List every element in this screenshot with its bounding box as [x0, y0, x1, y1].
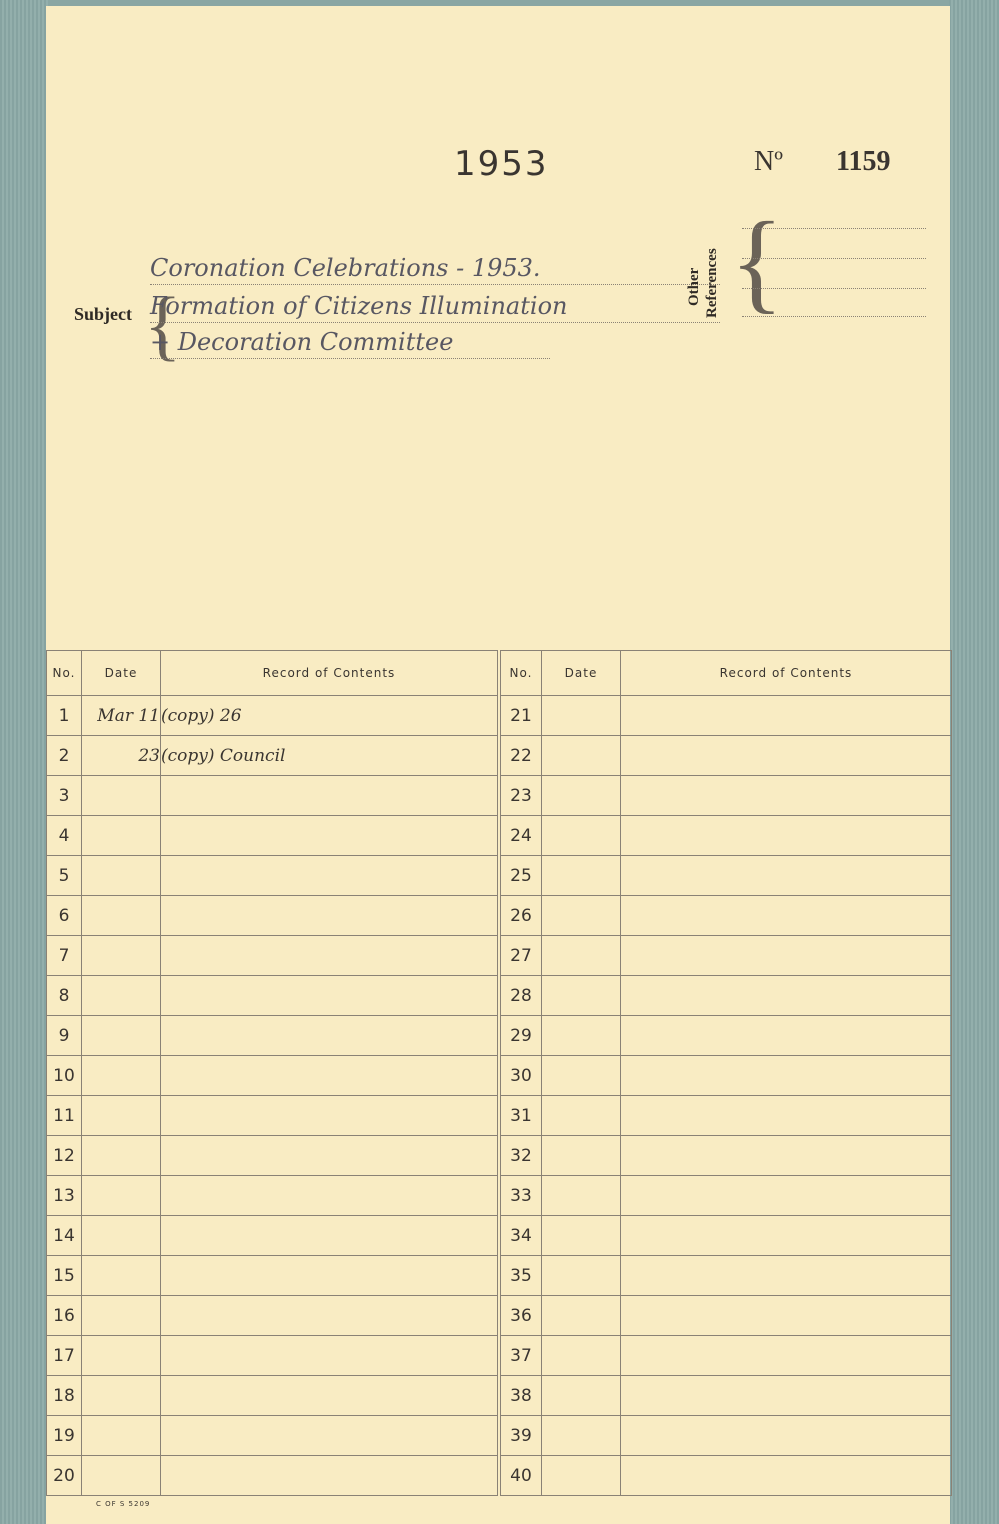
- row-number: 24: [501, 816, 542, 856]
- entry-date: [542, 1176, 621, 1216]
- entry-contents: [161, 1136, 498, 1176]
- row-number: 39: [501, 1416, 542, 1456]
- entry-contents: [161, 1096, 498, 1136]
- reference-line: [742, 316, 926, 317]
- year: 1953: [454, 144, 549, 184]
- row-number: 26: [501, 896, 542, 936]
- row-number: 40: [501, 1456, 542, 1496]
- form-code: C OF S 5209: [96, 1500, 151, 1508]
- entry-date: [542, 816, 621, 856]
- binding-right: [949, 0, 999, 1524]
- entry-date: [82, 896, 161, 936]
- row-number: 10: [47, 1056, 82, 1096]
- entry-contents: [621, 936, 952, 976]
- reference-line: [742, 258, 926, 259]
- table-row: [47, 1336, 952, 1376]
- row-number: 7: [47, 936, 82, 976]
- entry-contents: [621, 1176, 952, 1216]
- row-number: 29: [501, 1016, 542, 1056]
- entry-contents: [621, 1296, 952, 1336]
- entry-contents: [161, 1416, 498, 1456]
- row-number: 25: [501, 856, 542, 896]
- table-row: [47, 1096, 952, 1136]
- entry-contents: [621, 1096, 952, 1136]
- entry-date: [542, 1216, 621, 1256]
- entry-date: [82, 1256, 161, 1296]
- number-label: Nº: [754, 146, 783, 177]
- entry-contents: [161, 1216, 498, 1256]
- table-row: [47, 816, 952, 856]
- entry-contents: [161, 1016, 498, 1056]
- col-contents: Record of Contents: [161, 651, 498, 696]
- row-number: 37: [501, 1336, 542, 1376]
- row-number: 6: [47, 896, 82, 936]
- entry-date: [542, 1376, 621, 1416]
- row-number: 17: [47, 1336, 82, 1376]
- table-row: [47, 776, 952, 816]
- entry-contents: [621, 1216, 952, 1256]
- entry-date: [542, 696, 621, 736]
- entry-date: [82, 1016, 161, 1056]
- table-header-row: [47, 651, 952, 696]
- contents-table: [46, 650, 952, 1496]
- row-number: 18: [47, 1376, 82, 1416]
- entry-contents: [621, 1056, 952, 1096]
- entry-contents: [621, 696, 952, 736]
- subject-line-2: Formation of Citizens Illumination: [150, 292, 720, 323]
- entry-date: [82, 776, 161, 816]
- entry-contents: [161, 1056, 498, 1096]
- row-number: 20: [47, 1456, 82, 1496]
- row-number: 28: [501, 976, 542, 1016]
- row-number: 27: [501, 936, 542, 976]
- entry-contents: [161, 936, 498, 976]
- table-row: [47, 1296, 952, 1336]
- entry-date: [82, 816, 161, 856]
- col-no: No.: [47, 651, 82, 696]
- entry-contents: (copy) Council: [161, 736, 498, 776]
- entry-contents: (copy) 26: [161, 696, 498, 736]
- table-row: [47, 1256, 952, 1296]
- entry-contents: [161, 1336, 498, 1376]
- row-number: 38: [501, 1376, 542, 1416]
- entry-date: [82, 936, 161, 976]
- entry-contents: [621, 1336, 952, 1376]
- table-row: [47, 1376, 952, 1416]
- entry-date: [82, 856, 161, 896]
- entry-date: [82, 1056, 161, 1096]
- entry-date: [542, 1136, 621, 1176]
- table-row: [47, 736, 952, 776]
- reference-line: [742, 228, 926, 229]
- entry-date: [82, 1336, 161, 1376]
- entry-contents: [621, 1016, 952, 1056]
- entry-date: [542, 1016, 621, 1056]
- table-row: [47, 1416, 952, 1456]
- entry-date: [542, 976, 621, 1016]
- references-brace: {: [730, 200, 784, 324]
- entry-contents: [161, 1456, 498, 1496]
- entry-date: [82, 1136, 161, 1176]
- entry-date: [542, 1416, 621, 1456]
- entry-contents: [621, 776, 952, 816]
- row-number: 33: [501, 1176, 542, 1216]
- entry-date: [542, 1056, 621, 1096]
- row-number: 16: [47, 1296, 82, 1336]
- entry-contents: [621, 1456, 952, 1496]
- row-number: 2: [47, 736, 82, 776]
- table-row: [47, 1016, 952, 1056]
- row-number: 12: [47, 1136, 82, 1176]
- file-cover: [46, 6, 950, 1524]
- entry-contents: [161, 976, 498, 1016]
- subject-label: Subject: [74, 304, 132, 324]
- entry-contents: [161, 1296, 498, 1336]
- row-number: 35: [501, 1256, 542, 1296]
- entry-contents: [621, 1376, 952, 1416]
- row-number: 23: [501, 776, 542, 816]
- row-number: 13: [47, 1176, 82, 1216]
- entry-date: [542, 896, 621, 936]
- row-number: 4: [47, 816, 82, 856]
- other-references-label: Other References: [686, 248, 720, 318]
- row-number: 1: [47, 696, 82, 736]
- row-number: 3: [47, 776, 82, 816]
- binding-left: [0, 0, 48, 1524]
- subject-line-1: Coronation Celebrations - 1953.: [150, 254, 720, 285]
- entry-contents: [161, 776, 498, 816]
- row-number: 21: [501, 696, 542, 736]
- entry-date: [82, 976, 161, 1016]
- row-number: 19: [47, 1416, 82, 1456]
- row-number: 11: [47, 1096, 82, 1136]
- entry-date: [542, 1336, 621, 1376]
- entry-contents: [161, 1376, 498, 1416]
- entry-contents: [621, 976, 952, 1016]
- subject-brace: {: [144, 281, 182, 368]
- row-number: 34: [501, 1216, 542, 1256]
- table-row: [47, 1216, 952, 1256]
- table-row: [47, 1056, 952, 1096]
- row-number: 9: [47, 1016, 82, 1056]
- entry-date: [542, 856, 621, 896]
- table-row: [47, 1176, 952, 1216]
- col-contents: Record of Contents: [621, 651, 952, 696]
- row-number: 5: [47, 856, 82, 896]
- col-date: Date: [82, 651, 161, 696]
- row-number: 32: [501, 1136, 542, 1176]
- entry-contents: [621, 816, 952, 856]
- entry-date: [542, 1456, 621, 1496]
- entry-date: [82, 1456, 161, 1496]
- entry-date: [542, 1096, 621, 1136]
- entry-contents: [621, 896, 952, 936]
- entry-date: Mar 11: [82, 696, 161, 736]
- col-date: Date: [542, 651, 621, 696]
- row-number: 14: [47, 1216, 82, 1256]
- entry-contents: [161, 896, 498, 936]
- entry-date: [542, 1296, 621, 1336]
- entry-contents: [161, 816, 498, 856]
- entry-contents: [621, 1416, 952, 1456]
- entry-contents: [621, 736, 952, 776]
- row-number: 31: [501, 1096, 542, 1136]
- table-row: [47, 856, 952, 896]
- row-number: 15: [47, 1256, 82, 1296]
- reference-line: [742, 288, 926, 289]
- row-number: 22: [501, 736, 542, 776]
- table-row: [47, 976, 952, 1016]
- col-no: No.: [501, 651, 542, 696]
- row-number: 36: [501, 1296, 542, 1336]
- table-row: [47, 936, 952, 976]
- entry-date: [542, 776, 621, 816]
- entry-date: [82, 1376, 161, 1416]
- file-number: 1159: [836, 146, 891, 177]
- entry-contents: [161, 1256, 498, 1296]
- entry-contents: [621, 856, 952, 896]
- table-row: [47, 896, 952, 936]
- entry-contents: [621, 1136, 952, 1176]
- entry-date: [82, 1176, 161, 1216]
- entry-date: [542, 1256, 621, 1296]
- row-number: 8: [47, 976, 82, 1016]
- table-row: [47, 696, 952, 736]
- entry-contents: [161, 1176, 498, 1216]
- entry-date: [82, 1216, 161, 1256]
- entry-date: [82, 1096, 161, 1136]
- entry-date: [82, 1416, 161, 1456]
- subject-line-3: + Decoration Committee: [150, 328, 550, 359]
- entry-date: 23: [82, 736, 161, 776]
- table-row: [47, 1136, 952, 1176]
- entry-date: [542, 736, 621, 776]
- entry-contents: [161, 856, 498, 896]
- entry-contents: [621, 1256, 952, 1296]
- entry-date: [82, 1296, 161, 1336]
- table-row: [47, 1456, 952, 1496]
- row-number: 30: [501, 1056, 542, 1096]
- entry-date: [542, 936, 621, 976]
